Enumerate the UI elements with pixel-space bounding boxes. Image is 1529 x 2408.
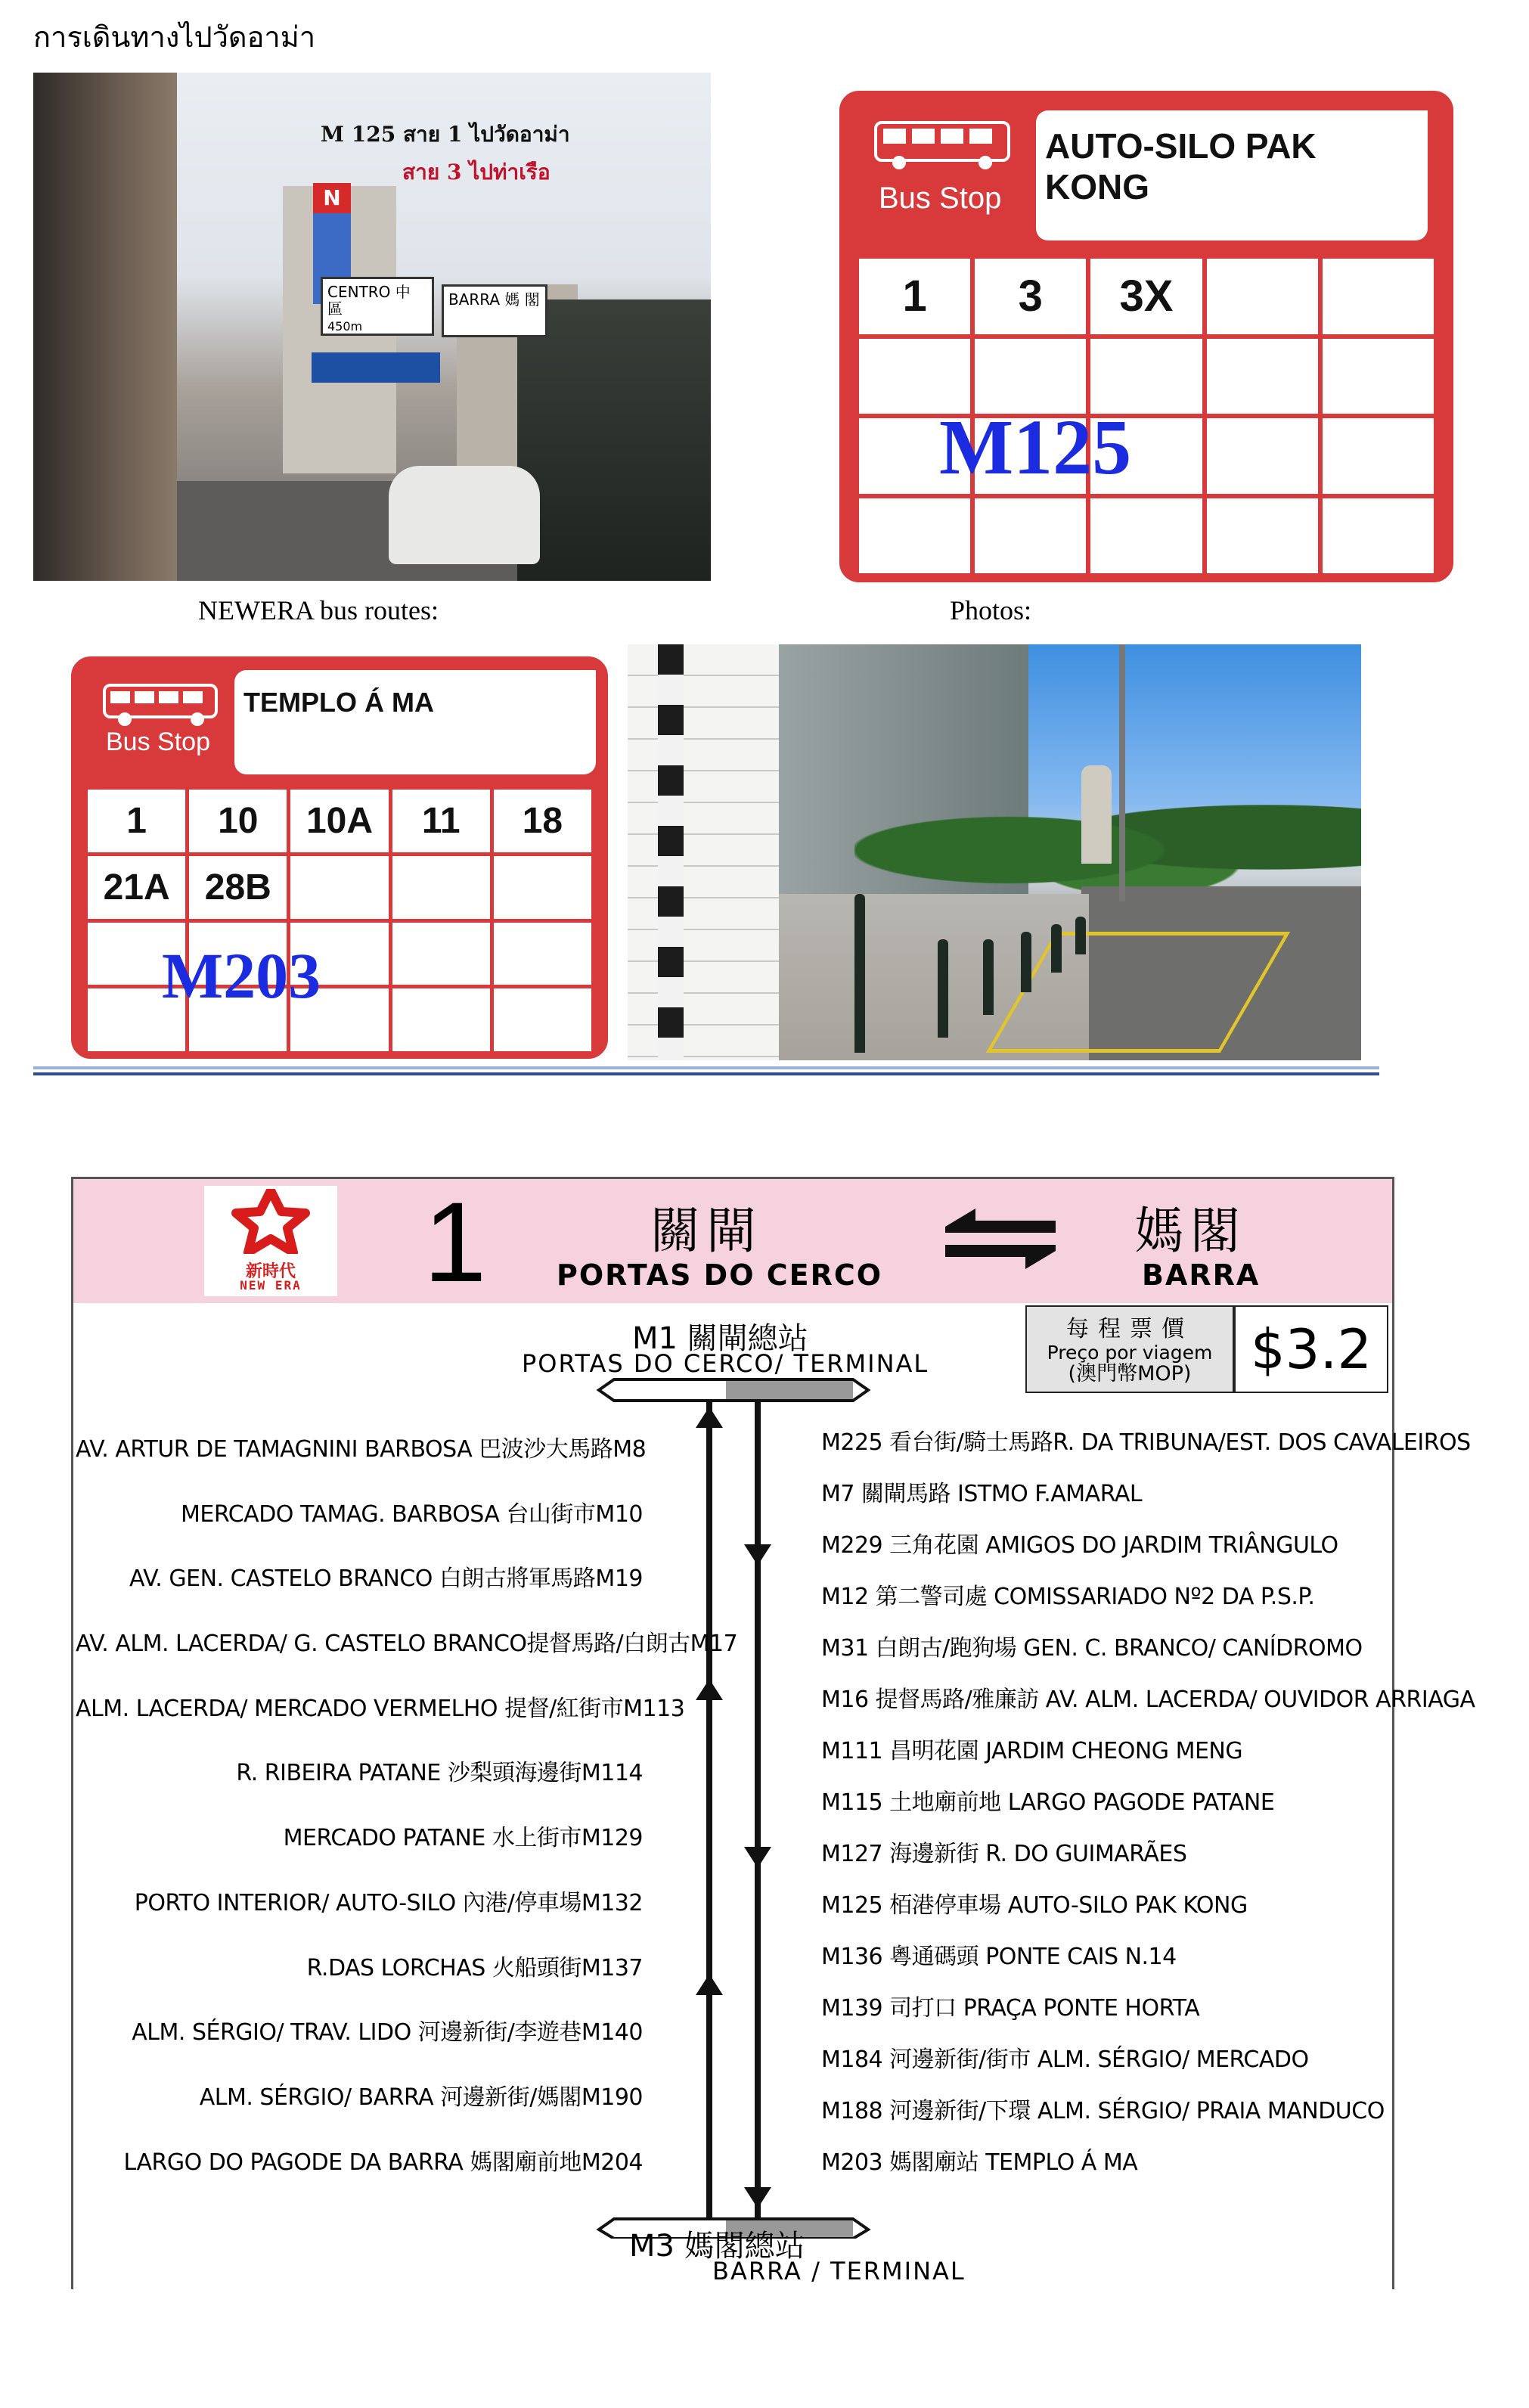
stop-name: TEMPLO Á MA <box>234 670 596 774</box>
route-cell <box>859 498 970 574</box>
route-cell: 21A <box>88 856 185 919</box>
bollard <box>938 939 948 1038</box>
bus-stop-card-templo <box>71 656 608 1059</box>
stop-name: AUTO-SILO PAK KONG <box>1036 110 1428 240</box>
route-stop: M111 昌明花園 JARDIM CHEONG MENG <box>821 1738 1243 1764</box>
bus-icon <box>874 121 1010 162</box>
stops-outbound-list <box>76 1417 738 2195</box>
taxi-car <box>389 466 540 564</box>
route-cell: 18 <box>494 790 591 852</box>
destination-pt: BARRA <box>1142 1258 1261 1292</box>
route-stop: M225 看台街/騎士馬路R. DA TRIBUNA/EST. DOS CAVALEIROS <box>821 1429 1471 1456</box>
route-cell <box>290 856 388 919</box>
route-stop: M127 海邊新街 R. DO GUIMARÃES <box>821 1841 1187 1867</box>
route-cell <box>494 988 591 1051</box>
route-stop: M139 司打口 PRAÇA PONTE HORTA <box>821 1995 1200 2022</box>
route-cell: 10 <box>189 790 287 852</box>
route-stop: M31 白朗古/跑狗場 GEN. C. BRANCO/ CANÍDROMO <box>821 1635 1363 1662</box>
route-stop: M115 土地廟前地 LARGO PAGODE PATANE <box>821 1789 1275 1816</box>
route-cell <box>1323 418 1434 494</box>
divider <box>33 1072 1379 1075</box>
bus-stop-card-auto-silo <box>839 91 1453 582</box>
blue-street-sign <box>312 352 440 383</box>
route-cell <box>392 923 490 985</box>
terminal-top-zh: M1 關閘總站 <box>632 1321 808 1356</box>
route-stop: MERCADO PATANE 水上街市M129 <box>283 1825 643 1852</box>
route-stop: M203 媽閣廟站 TEMPLO Á MA <box>821 2149 1138 2176</box>
route-cell: 3X <box>1090 259 1202 334</box>
route-cell: 28B <box>189 856 287 919</box>
route-stop: ALM. SÉRGIO/ BARRA 河邊新街/媽閣M190 <box>199 2084 643 2111</box>
bollard <box>1051 924 1062 973</box>
wall-edge <box>658 644 684 1060</box>
tiled-wall <box>628 644 779 1060</box>
road-sign-centro: CENTRO 中 區 450m <box>321 277 434 336</box>
photo-caption-line2: สาย 3 ไปท่าเรือ <box>402 160 551 185</box>
route-number: 1 <box>423 1178 487 1305</box>
route-stop: MERCADO TAMAG. BARBOSA 台山街市M10 <box>181 1500 643 1528</box>
route-cell <box>1323 498 1434 574</box>
stop-code: M203 <box>162 939 321 1012</box>
route-cell: 11 <box>392 790 490 852</box>
fare-label-pt: Preço por viagem <box>1047 1342 1213 1364</box>
photo-caption-line1: M 125 สาย 1 ไปวัดอาม่า <box>321 122 570 147</box>
route-cell <box>1207 418 1318 494</box>
route-cell <box>975 498 1086 574</box>
bus-stop-label: Bus Stop <box>106 728 210 756</box>
bollard <box>854 894 865 1053</box>
logo-text-zh: 新時代 <box>245 1262 296 1281</box>
shop-sign-letter: N <box>313 183 351 213</box>
route-stop: M229 三角花園 AMIGOS DO JARDIM TRIÂNGULO <box>821 1532 1338 1559</box>
route-stop: AV. ARTUR DE TAMAGNINI BARBOSA 巴波沙大馬路M8 <box>76 1436 647 1463</box>
route-stop: M16 提督馬路/雅廉訪 AV. ALM. LACERDA/ OUVIDOR ARRIAGA <box>821 1687 1475 1713</box>
photos-caption: Photos: <box>950 595 1032 625</box>
route-cell <box>1323 259 1434 334</box>
route-cell <box>1207 339 1318 414</box>
truck <box>517 299 711 581</box>
route-cell <box>1207 498 1318 574</box>
destination-zh: 媽閣 <box>1134 1202 1246 1260</box>
route-cell <box>392 856 490 919</box>
bidirectional-arrows-icon <box>945 1209 1056 1269</box>
route-stop: PORTO INTERIOR/ AUTO-SILO 內港/停車場M132 <box>134 1889 643 1916</box>
stops-inbound-list <box>821 1417 1475 2189</box>
route-cell <box>392 988 490 1051</box>
origin-zh: 關閘 <box>650 1202 762 1260</box>
fare-value: $3.2 <box>1234 1305 1388 1393</box>
street-lamp <box>1119 644 1125 901</box>
fare-currency: (澳門幣MOP) <box>1068 1362 1192 1386</box>
kiosk-column <box>1081 765 1112 864</box>
bus-icon <box>103 684 218 718</box>
bollard <box>983 939 994 1015</box>
divider <box>33 1066 1379 1069</box>
logo-text-en: NEW ERA <box>240 1278 302 1292</box>
route-stop: ALM. LACERDA/ MERCADO VERMELHO 提督/紅街市M113 <box>76 1695 685 1722</box>
route-stop: M7 關閘馬路 ISTMO F.AMARAL <box>821 1481 1143 1507</box>
route-stop: M12 第二警司處 COMISSARIADO Nº2 DA P.S.P. <box>821 1584 1315 1610</box>
route-stop: AV. ALM. LACERDA/ G. CASTELO BRANCO提督馬路/白朗古M17 <box>76 1631 738 1658</box>
route-stop: AV. GEN. CASTELO BRANCO 白朗古將軍馬路M19 <box>129 1566 643 1593</box>
route-stop: R.DAS LORCHAS 火船頭街M137 <box>306 1954 643 1981</box>
route-cell <box>1090 498 1202 574</box>
bus-stop-label: Bus Stop <box>879 182 1002 215</box>
route-stop: R. RIBEIRA PATANE 沙梨頭海邊街M114 <box>236 1760 643 1787</box>
route-stop: M188 河邊新街/下環 ALM. SÉRGIO/ PRAIA MANDUCO <box>821 2098 1385 2124</box>
road-sign-barra: BARRA 媽 閣 <box>442 284 547 337</box>
bollard <box>1075 917 1086 954</box>
route-stop: M184 河邊新街/街市 ALM. SÉRGIO/ MERCADO <box>821 2046 1309 2073</box>
shopfront <box>33 73 177 581</box>
newera-caption: NEWERA bus routes: <box>198 595 439 625</box>
route-cell: 10A <box>290 790 388 852</box>
route-cell: 3 <box>975 259 1086 334</box>
route-cell <box>1323 339 1434 414</box>
route-stop: M136 粵通碼頭 PONTE CAIS N.14 <box>821 1944 1177 1970</box>
street-photo <box>33 73 711 581</box>
route-cell <box>494 856 591 919</box>
sidewalk-photo <box>628 644 1361 1060</box>
route-stop: ALM. SÉRGIO/ TRAV. LIDO 河邊新街/李遊巷M140 <box>132 2019 643 2046</box>
stop-code: M125 <box>939 404 1132 491</box>
route-cell: 1 <box>88 790 185 852</box>
route-stop: LARGO DO PAGODE DA BARRA 媽閣廟前地M204 <box>123 2149 643 2176</box>
fare-label-box <box>1025 1305 1234 1393</box>
route-cell <box>1207 259 1318 334</box>
terminal-top-pt: PORTAS DO CERCO/ TERMINAL <box>522 1349 929 1378</box>
bollard <box>1021 932 1031 992</box>
page-title: การเดินทางไปวัดอาม่า <box>33 20 316 54</box>
route-stop: M125 栢港停車場 AUTO-SILO PAK KONG <box>821 1892 1248 1919</box>
origin-pt: PORTAS DO CERCO <box>557 1258 883 1292</box>
terminal-bottom-zh: M3 媽閣總站 <box>629 2229 805 2264</box>
star-logo-icon <box>222 1189 319 1254</box>
terminal-bottom-pt: BARRA / TERMINAL <box>712 2257 966 2285</box>
route-cell: 1 <box>859 259 970 334</box>
route-cell <box>494 923 591 985</box>
fare-label-zh: 每程票價 <box>1066 1316 1193 1342</box>
